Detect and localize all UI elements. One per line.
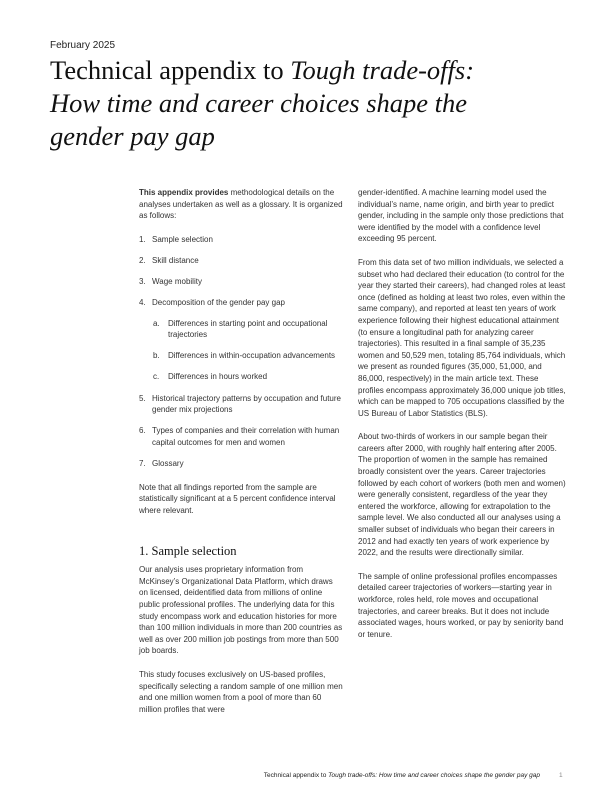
table-of-contents (139, 234, 343, 470)
section-paragraph: Our analysis uses proprietary information from McKinsey’s Organizational Data Platform, which draws on licensed, deidentified data from millions of online public professional profiles. The underlying data for this study encompass work and education histories for more than 100 million individuals in more than 200 countries as well as over 200 million job postings from more than 500 job boards. (139, 565, 343, 656)
toc-number: 7. (139, 458, 146, 468)
left-column (139, 187, 343, 727)
intro-rest: methodological details on the analyses undertaken as well as a glossary. It is organized as follows: (139, 188, 343, 221)
body-paragraph: From this data set of two million individuals, we selected a subset who had declared their education (to control for the year they started their careers), had changed roles at least once (defined as holding at least two roles, even within the same company), and reported at least ten years of work experience following their highest educational attainment (to ensure a longitudinal path for analyzing career trajectories). This resulted in a final sample of 35,235 women and 50,529 men, totaling 85,764 individuals, which we present as rounded figures (35,000, 51,000, and 86,000, respectively) in the main article text. These profiles encompass approximately 36,000 unique job titles, which can be mapped to 705 occupations classified by the US Bureau of Labor Statistics (BLS). (358, 257, 566, 418)
footer-emphasis: Tough trade-offs: How time and career choices shape the gender pay gap (328, 772, 540, 779)
page-footer (0, 772, 540, 779)
section-heading: 1. Sample selection (139, 544, 237, 559)
toc-letter: b. (153, 351, 160, 361)
toc-number: 6. (139, 426, 146, 436)
toc-item (139, 234, 343, 246)
toc-label: Glossary (152, 458, 184, 468)
toc-sublabel: Differences in starting point and occupational trajectories (168, 318, 328, 340)
significance-note: Note that all findings reported from the sample are statistically significant at a 5 percent confidence interval where relevant. (139, 482, 336, 515)
toc-number: 3. (139, 276, 146, 286)
toc-letter: a. (153, 318, 160, 328)
toc-label: Historical trajectory patterns by occupation and future gender mix projections (152, 393, 341, 415)
toc-number: 1. (139, 234, 146, 244)
toc-label: Sample selection (152, 234, 213, 244)
toc-item (139, 255, 343, 267)
section-paragraph: This study focuses exclusively on US-based profiles, specifically selecting a random sample of one million men and one million women from a pool of more than 60 million profiles that were (139, 670, 343, 714)
toc-label: Types of companies and their correlation with human capital outcomes for men and women (152, 426, 340, 447)
body-paragraph: About two-thirds of workers in our sample began their careers after 2000, with roughly half entering after 2005. The proportion of women in the sample has remained broadly consistent over the years. Career trajectories followed by each cohort of workers (both men and women) were generally consistent, regardless of the year they entered the workforce, allowing for extrapolation to the sample level. We also conducted all our analyses using a smaller subset of individuals who began their careers in 2012 and had exactly ten years of work experience by 2022, and the results were directionally similar. (358, 432, 566, 558)
toc-subitem (152, 318, 343, 341)
toc-sublabel: Differences in within-occupation advancements (168, 351, 336, 361)
toc-item (139, 276, 343, 288)
intro-lead: This appendix provides (139, 188, 229, 197)
toc-number: 4. (139, 298, 146, 308)
toc-item (139, 297, 343, 383)
toc-subitem (152, 371, 343, 383)
right-column (358, 187, 566, 652)
page-number: 1 (559, 772, 563, 779)
toc-item (139, 393, 343, 416)
publication-date: February 2025 (50, 40, 116, 51)
title-emphasis: Tough trade-offs: How time and career choices shape the gender pay gap (50, 55, 475, 151)
body-paragraph: The sample of online professional profiles encompasses detailed career trajectories of workers—starting year in workforce, roles held, role moves and occupational trajectories, and career breaks. But it does not include associated wages, hours worked, or pay by seniority band or tenure. (358, 571, 564, 639)
toc-item (139, 458, 343, 470)
toc-subitem (152, 350, 343, 362)
toc-label: Wage mobility (152, 276, 202, 286)
title-prefix: Technical appendix to (50, 55, 291, 85)
toc-letter: c. (153, 372, 160, 382)
intro-paragraph (139, 187, 343, 222)
toc-sublabel: Differences in hours worked (168, 372, 268, 382)
body-paragraph: gender-identified. A machine learning model used the individual’s name, name origin, and birth year to predict gender, including in the sample only those predictions that were identified by the model with a confidence level exceeding 95 percent. (358, 188, 564, 244)
toc-item (139, 425, 343, 448)
toc-label: Decomposition of the gender pay gap (152, 298, 285, 308)
toc-number: 2. (139, 255, 146, 265)
toc-label: Skill distance (152, 255, 199, 265)
toc-subitems (152, 318, 343, 383)
toc-number: 5. (139, 393, 146, 403)
footer-prefix: Technical appendix to (263, 772, 329, 779)
page-title (50, 54, 480, 153)
